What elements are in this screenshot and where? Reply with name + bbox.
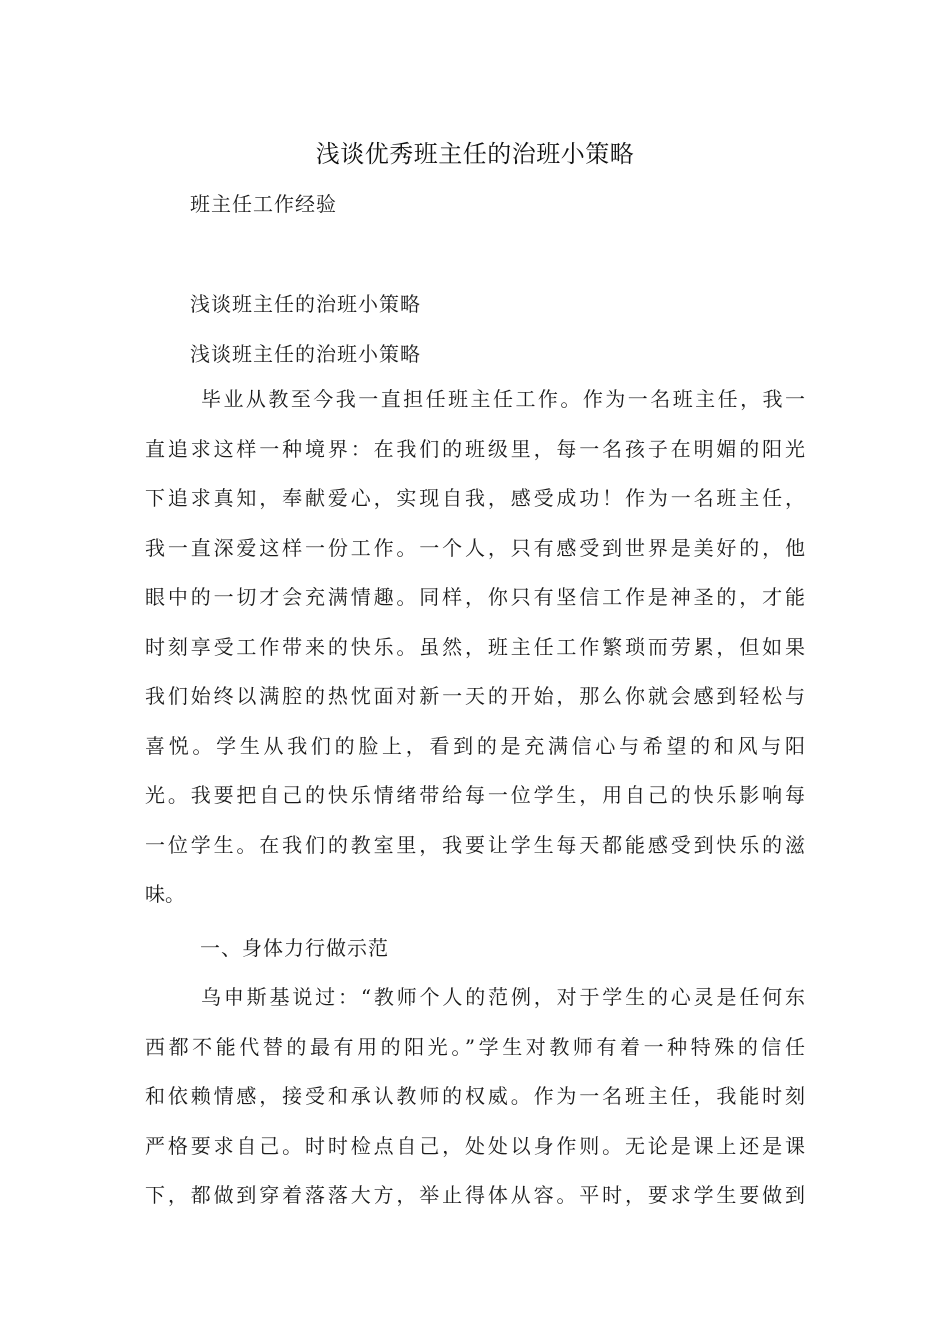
paragraph-line: 光。我要把自己的快乐情绪带给每一位学生，用自己的快乐影响每: [145, 783, 805, 807]
section-heading: 一、身体力行做示范: [200, 936, 389, 960]
paragraph-1: [145, 384, 805, 929]
paragraph-line: 下追求真知，奉献爱心，实现自我，感受成功！作为一名班主任，: [145, 486, 805, 510]
heading-2: 浅谈班主任的治班小策略: [190, 342, 421, 366]
paragraph-line: 眼中的一切才会充满情趣。同样，你只有坚信工作是神圣的，才能: [145, 585, 805, 609]
paragraph-line: 严格要求自己。时时检点自己，处处以身作则。无论是课上还是课: [145, 1133, 805, 1158]
paragraph-line: 乌申斯基说过：“教师个人的范例，对于学生的心灵是任何东: [201, 985, 805, 1009]
paragraph-line: 下，都做到穿着落落大方，举止得体从容。平时，要求学生要做到: [145, 1183, 805, 1207]
paragraph-line: 和依赖情感，接受和承认教师的权威。作为一名班主任，我能时刻: [145, 1084, 805, 1108]
paragraph-line: 我们始终以满腔的热忱面对新一天的开始，那么你就会感到轻松与: [145, 684, 805, 708]
paragraph-line: 味。: [145, 882, 185, 906]
paragraph-line: 毕业从教至今我一直担任班主任工作。作为一名班主任，我一: [201, 387, 805, 411]
paragraph-2: [145, 982, 805, 1230]
paragraph-line: 喜悦。学生从我们的脸上，看到的是充满信心与希望的和风与阳: [145, 733, 805, 758]
paragraph-line: 我一直深爱这样一份工作。一个人，只有感受到世界是美好的，他: [145, 535, 805, 560]
document-subtitle: 班主任工作经验: [190, 192, 337, 216]
heading-1: 浅谈班主任的治班小策略: [190, 292, 421, 316]
paragraph-line: 西都不能代替的最有用的阳光。”学生对教师有着一种特殊的信任: [145, 1034, 805, 1059]
document-title: 浅谈优秀班主任的治班小策略: [315, 140, 635, 168]
paragraph-line: 时刻享受工作带来的快乐。虽然，班主任工作繁琐而劳累，但如果: [145, 634, 805, 659]
paragraph-line: 一位学生。在我们的教室里，我要让学生每天都能感受到快乐的滋: [145, 832, 805, 857]
paragraph-line: 直追求这样一种境界：在我们的班级里，每一名孩子在明媚的阳光: [145, 436, 805, 461]
